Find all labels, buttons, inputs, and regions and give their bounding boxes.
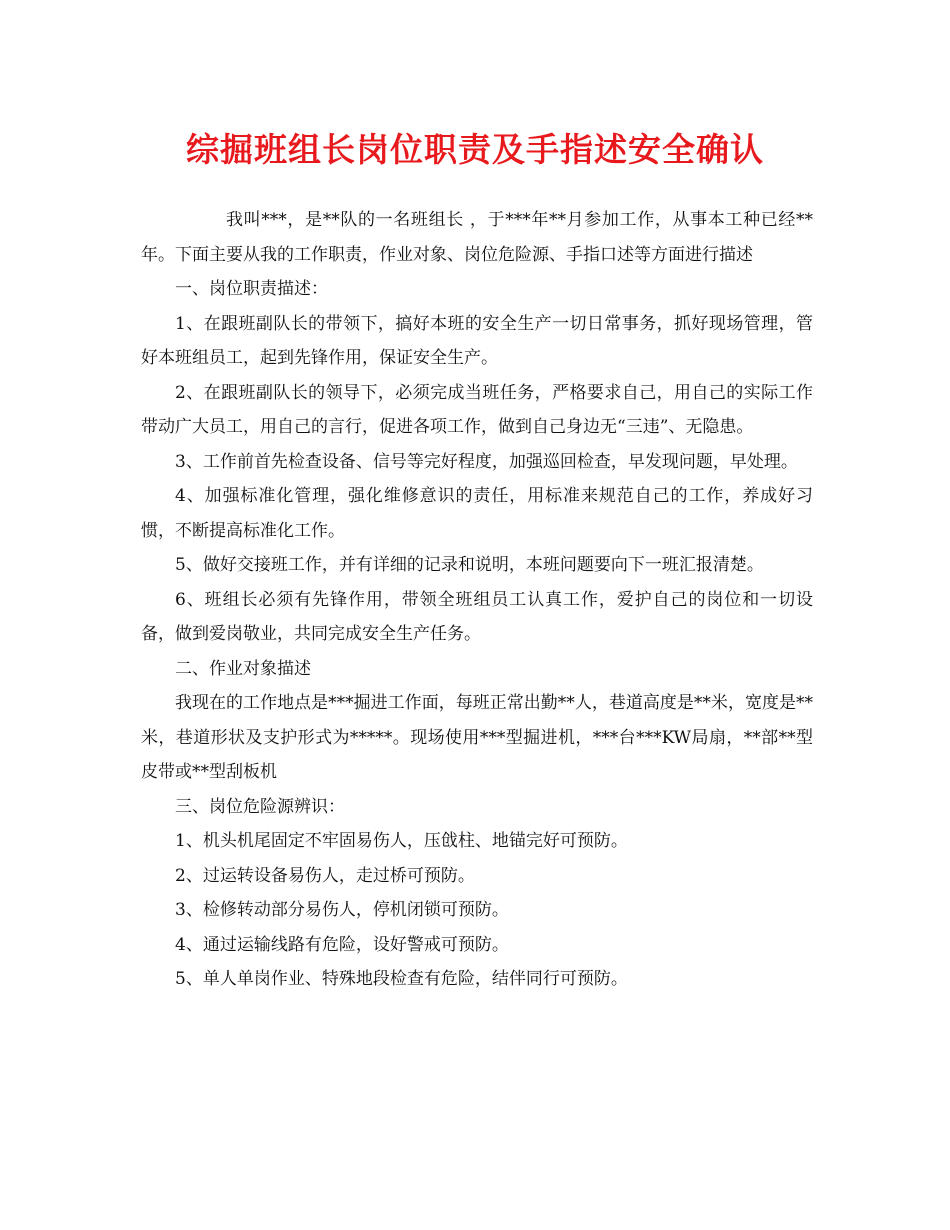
document-body [141, 203, 813, 997]
section-heading-duties: 一、岗位职责描述： [175, 279, 328, 299]
paragraph-duty-1: 1、在跟班副队长的带领下，搞好本班的安全生产一切日常事务，抓好现场管理，管好本班组员工，起到先锋作用，保证安全生产。 [141, 313, 813, 368]
paragraph-duty-3: 3、工作前首先检查设备、信号等完好程度，加强巡回检查，早发现问题，早处理。 [175, 451, 798, 472]
paragraph-hazard-3: 3、检修转动部分易伤人，停机闭锁可预防。 [175, 900, 509, 920]
paragraph-hazard-2: 2、过运转设备易伤人，走过桥可预防。 [175, 865, 475, 886]
paragraph-hazard-5: 5、单人单岗作业、特殊地段检查有危险，结伴同行可预防。 [175, 969, 628, 989]
paragraph-intro: 我叫***，是**队的一名班组长 ，于***年**月参加工作，从事本工种已经**年。下面主要从我的工作职责，作业对象、岗位危险源、手指口述等方面进行描述 [141, 210, 813, 265]
paragraph-duty-4: 4、加强标准化管理，强化维修意识的责任，用标准来规范自己的工作，养成好习惯，不断提高标准化工作。 [141, 486, 813, 541]
paragraph-work-object: 我现在的工作地点是***掘进工作面，每班正常出勤**人，巷道高度是**米，宽度是**米，巷道形状及支护形式为*****。现场使用***型掘进机，***台***KW局扇，**部**型皮带或**型刮板机 [141, 693, 813, 782]
paragraph-duty-2: 2、在跟班副队长的领导下，必须完成当班任务，严格要求自己，用自己的实际工作带动广大员工，用自己的言行，促进各项工作，做到自己身边无“三违”、无隐患。 [141, 382, 813, 437]
paragraph-hazard-1: 1、机头机尾固定不牢固易伤人，压戗柱、地锚完好可预防。 [175, 831, 628, 851]
paragraph-duty-6: 6、班组长必须有先锋作用，带领全班组员工认真工作，爱护自己的岗位和一切设备，做到爱岗敬业，共同完成安全生产任务。 [141, 589, 813, 644]
section-heading-hazards: 三、岗位危险源辨识： [175, 796, 345, 817]
paragraph-hazard-4: 4、通过运输线路有危险，设好警戒可预防。 [175, 934, 509, 955]
section-heading-work-object: 二、作业对象描述 [175, 658, 311, 679]
paragraph-duty-5: 5、做好交接班工作，并有详细的记录和说明，本班问题要向下一班汇报清楚。 [175, 555, 764, 575]
document-title: 综掘班组长岗位职责及手指述安全确认 [186, 130, 764, 169]
